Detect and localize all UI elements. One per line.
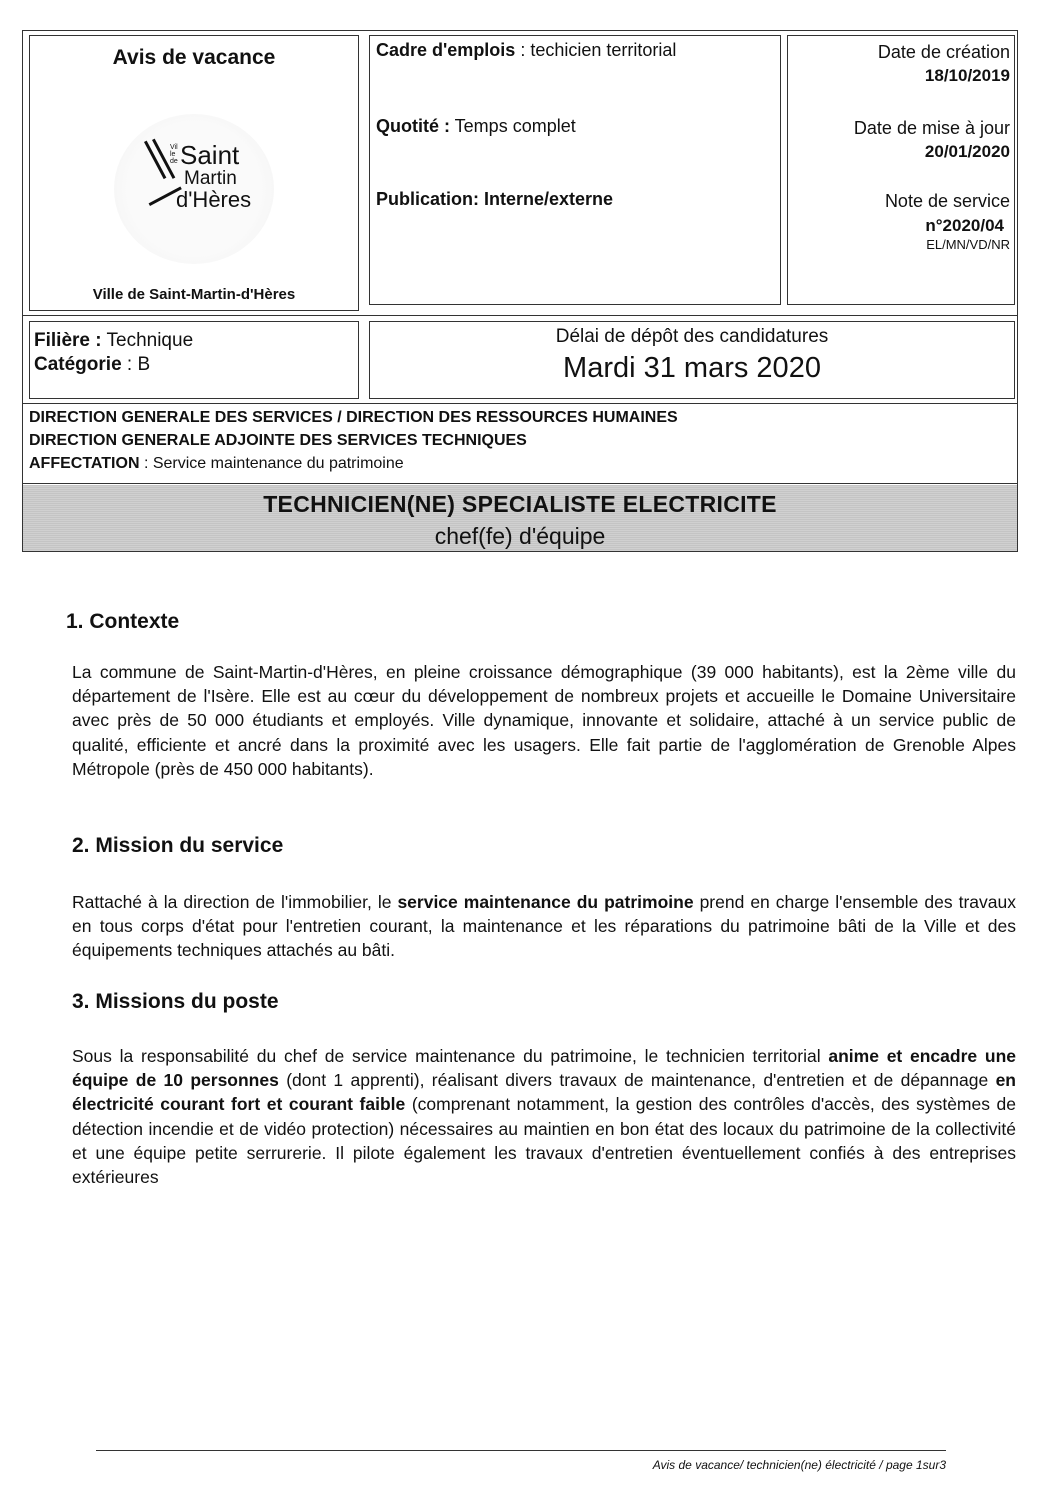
date-maj: [854, 116, 1010, 164]
section-mission-service-title: 2. Mission du service: [72, 834, 284, 857]
note-value: n°2020/04: [925, 216, 1004, 235]
logo-vertical-text: Ville de: [170, 144, 178, 165]
section-contexte-text: La commune de Saint-Martin-d'Hères, en pleine croissance démographique (39 000 habitants), est la 2ème ville du département de l'Isère. Elle est au cœur du développement de nombreux projets et accueille le Domaine Universitaire avec près de 50 000 étudiants et employés. Ville dynamique, innovante et solidaire, attaché à un service public de qualité, efficiente et ancré dans la proximité avec les usagers. Elle fait partie de l'agglomération de Grenoble Alpes Métropole (près de 450 000 habitants).: [72, 662, 1016, 779]
date-maj-label: Date de mise à jour: [853, 118, 1010, 138]
affectation-label: AFFECTATION: [29, 455, 140, 472]
categorie-line: [34, 354, 150, 376]
date-creation: [878, 40, 1010, 88]
quotite-value: Temps complet: [450, 116, 576, 136]
filiere-line: [34, 330, 193, 352]
s2-text-a: Rattaché à la direction de l'immobilier, le: [72, 892, 398, 912]
note-service: [885, 189, 1010, 252]
date-creation-value: 18/10/2019: [924, 66, 1010, 85]
direction-line-1: DIRECTION GENERALE DES SERVICES / DIRECTION DES RESSOURCES HUMAINES: [29, 409, 678, 426]
delai-date: Mardi 31 mars 2020: [563, 352, 821, 384]
section-contexte-title: 1. Contexte: [66, 610, 180, 633]
job-title-band: [23, 485, 1017, 551]
logo-line-martin: Martin: [184, 168, 237, 189]
divider-2: [23, 403, 1017, 404]
date-maj-value: 20/01/2020: [924, 142, 1010, 161]
s3-text-a: Sous la responsabilité du chef de service maintenance du patrimoine, le technicien territorial: [72, 1046, 829, 1066]
quotite-line: [376, 116, 576, 137]
avis-cell: [29, 35, 359, 311]
logo-line-saint: Saint: [180, 140, 240, 170]
avis-title: Avis de vacance: [112, 46, 276, 69]
job-title: TECHNICIEN(NE) SPECIALISTE ELECTRICITE: [263, 491, 777, 517]
categorie-label: Catégorie: [34, 354, 122, 375]
note-value-wrap: [885, 213, 1010, 238]
delai-label: Délai de dépôt des candidatures: [555, 326, 829, 347]
s2-text-b: service maintenance du patrimoine: [397, 892, 694, 912]
note-ref: EL/MN/VD/NR: [926, 237, 1010, 252]
cadre-value: : techicien territorial: [515, 40, 677, 60]
note-label: Note de service: [884, 191, 1010, 211]
cadre-cell: [369, 35, 781, 305]
cadre-label: Cadre d'emplois: [376, 40, 516, 60]
s3-text-b: anime et encadre une équipe de 10 personnes: [72, 1046, 1016, 1091]
dates-cell: [787, 35, 1015, 305]
filiere-cell: [29, 321, 359, 399]
section-mission-service-text: [72, 890, 1016, 963]
footer-rule: [96, 1450, 946, 1451]
s3-text-e: (comprenant notamment, la gestion des contrôles d'accès, des systèmes de détection incendie et de vidéo protection) nécessaires au maintien en bon état des locaux du patrimoine de la collectivité et une équipe petite serrurerie. Il pilote également les travaux d'entretien éventuellement confiés à des entreprises extérieures: [72, 1094, 1017, 1188]
affectation-value: : Service maintenance du patrimoine: [139, 455, 404, 472]
section-missions-poste-title: 3. Missions du poste: [72, 990, 279, 1013]
header-frame: [22, 30, 1018, 552]
delai-cell: [369, 321, 1015, 399]
date-creation-label: Date de création: [877, 42, 1010, 62]
logo-line-heres: d'Hères: [176, 187, 252, 212]
divider-3: [23, 483, 1017, 484]
affectation-line: [29, 455, 404, 473]
cadre-line: [376, 40, 676, 61]
publication-line: Publication: Interne/externe: [376, 189, 614, 209]
job-subtitle: chef(fe) d'équipe: [434, 523, 606, 549]
s3-text-c: (dont 1 apprenti), réalisant divers travaux de maintenance, d'entretien et de dépannage: [278, 1070, 996, 1091]
direction-line-2: DIRECTION GENERALE ADJOINTE DES SERVICES TECHNIQUES: [29, 432, 527, 449]
divider-1: [23, 315, 1017, 316]
categorie-value: : B: [121, 354, 151, 375]
s2-text-c: prend en charge l'ensemble des travaux en tous corps d'état pour l'entretien courant, la maintenance et les réparations du patrimoine bâti de la Ville et des équipements techniques attachés au bâti.: [72, 892, 1016, 961]
quotite-label: Quotité :: [376, 116, 450, 136]
filiere-label: Filière :: [34, 330, 102, 351]
saint-martin-logo: [114, 114, 274, 264]
ville-name: Ville de Saint-Martin-d'Hères: [92, 286, 296, 303]
filiere-value: Technique: [101, 330, 194, 351]
footer-text: Avis de vacance/ technicien(ne) électricité / page 1sur3: [652, 1458, 946, 1472]
s3-text-d: en électricité courant fort et courant faible: [72, 1070, 1016, 1115]
section-missions-poste-text: [72, 1044, 1016, 1189]
